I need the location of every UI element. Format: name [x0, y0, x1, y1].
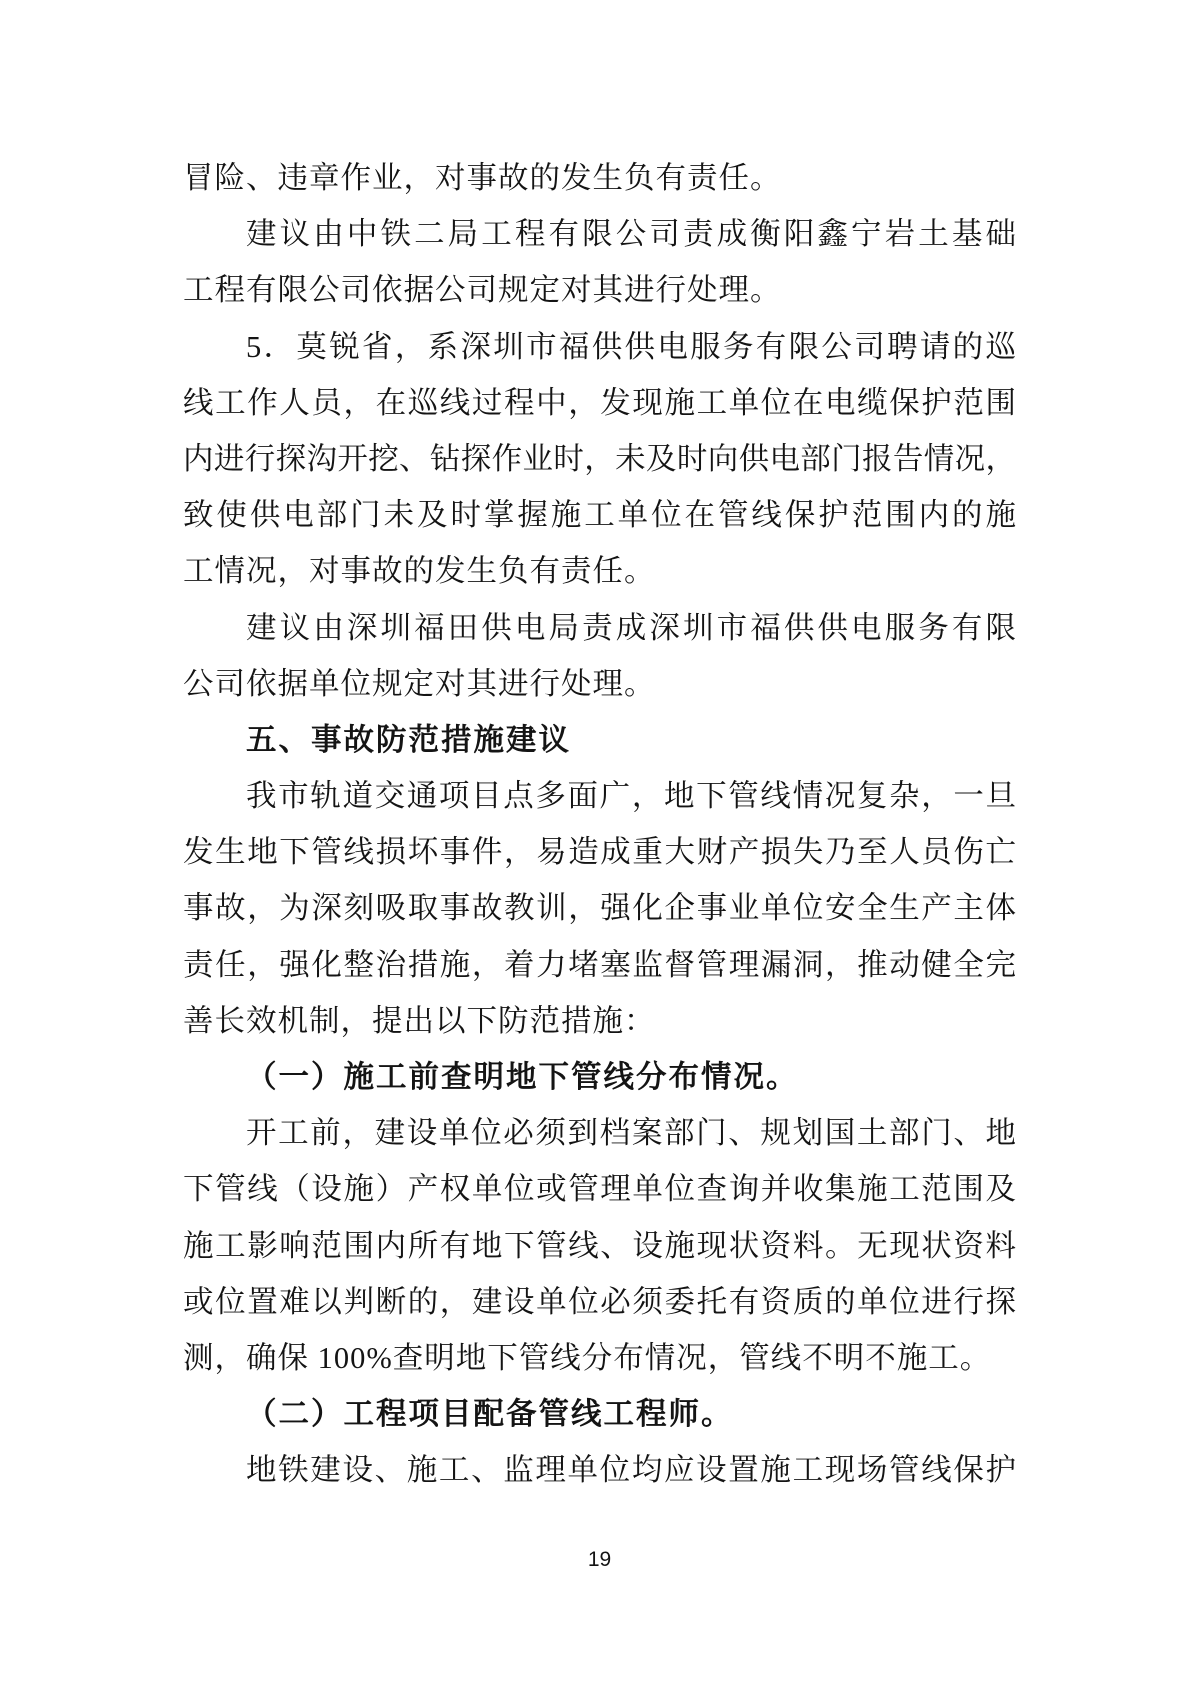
body-text-line: 工程有限公司依据公司规定对其进行处理。 [183, 273, 782, 308]
body-text-line: 善长效机制，提出以下防范措施： [183, 1003, 656, 1038]
body-text-line: 施工影响范围内所有地下管线、设施现状资料。无现状资料 [183, 1228, 1016, 1263]
body-text-line: 公司依据单位规定对其进行处理。 [183, 666, 656, 701]
body-text-line: 责任，强化整治措施，着力堵塞监督管理漏洞，推动健全完 [183, 947, 1016, 982]
body-text-line: 事故，为深刻吸取事故教训，强化企事业单位安全生产主体 [183, 891, 1016, 926]
body-text-line: 下管线（设施）产权单位或管理单位查询并收集施工范围及 [183, 1172, 1016, 1207]
body-text-line: 冒险、违章作业，对事故的发生负有责任。 [183, 161, 782, 195]
body-text-line: 建议由深圳福田供电局责成深圳市福供供电服务有限 [246, 610, 1016, 645]
body-text-line: 工情况，对事故的发生负有责任。 [183, 554, 656, 589]
section-heading: （一）施工前查明地下管线分布情况。 [246, 1060, 799, 1094]
body-text-line: 建议由中铁二局工程有限公司责成衡阳鑫宁岩土基础 [246, 217, 1016, 252]
document-body [183, 150, 1016, 1499]
body-text-line: 5．莫锐省，系深圳市福供供电服务有限公司聘请的巡 [246, 329, 1016, 364]
body-text-line: 发生地下管线损坏事件，易造成重大财产损失乃至人员伤亡 [183, 835, 1016, 870]
section-heading: （二）工程项目配备管线工程师。 [246, 1397, 734, 1432]
body-text-line: 地铁建设、施工、监理单位均应设置施工现场管线保护 [246, 1453, 1016, 1488]
page-number: 19 [587, 1548, 612, 1571]
body-text-line: 测，确保 100%查明地下管线分布情况，管线不明不施工。 [183, 1340, 992, 1375]
body-text-line: 内进行探沟开挖、钻探作业时，未及时向供电部门报告情况， [183, 441, 1016, 476]
body-text-line: 线工作人员，在巡线过程中，发现施工单位在电缆保护范围 [183, 385, 1016, 420]
body-text-line: 或位置难以判断的，建设单位必须委托有资质的单位进行探 [183, 1284, 1016, 1319]
body-text-line: 开工前，建设单位必须到档案部门、规划国土部门、地 [246, 1116, 1016, 1151]
body-text-line: 我市轨道交通项目点多面广，地下管线情况复杂，一旦 [246, 779, 1016, 814]
section-heading: 五、事故防范措施建议 [246, 722, 571, 757]
body-text-line: 致使供电部门未及时掌握施工单位在管线保护范围内的施 [183, 498, 1016, 533]
